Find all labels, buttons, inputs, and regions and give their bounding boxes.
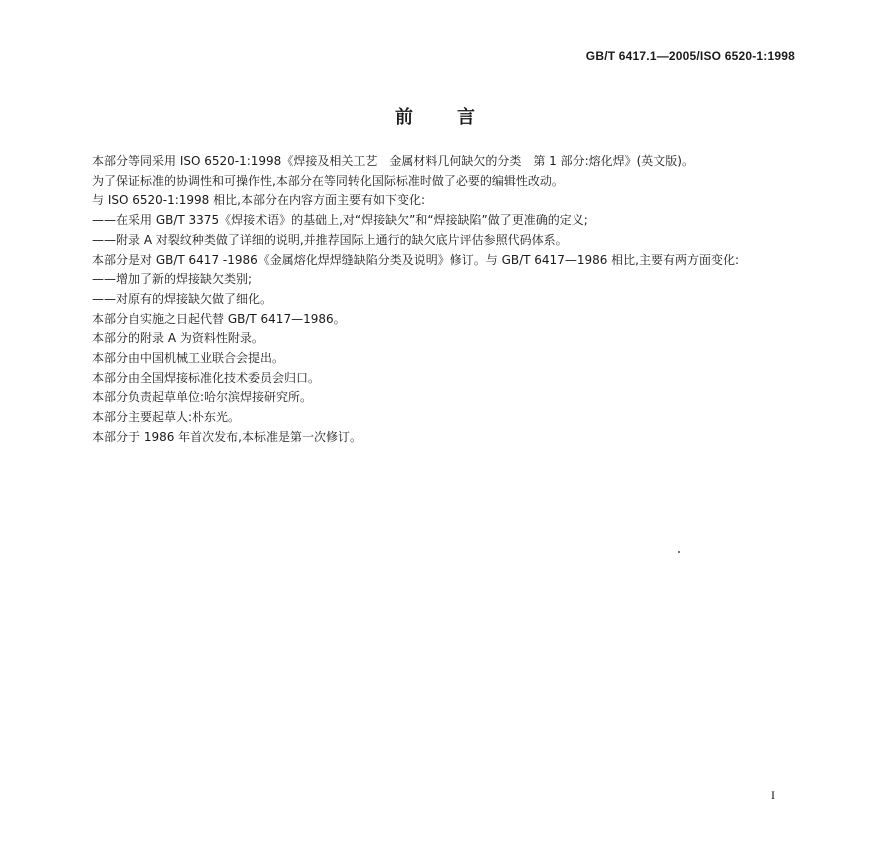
paragraph: 本部分负责起草单位:哈尔滨焊接研究所。 [92,390,313,405]
paragraph: 与 ISO 6520-1:1998 相比,本部分在内容方面主要有如下变化: [92,193,425,208]
page-title: 前言 [395,107,519,128]
paragraph: 本部分自实施之日起代替 GB/T 6417—1986。 [92,311,346,326]
paragraph: 本部分的附录 A 为资料性附录。 [92,331,264,346]
scan-speck [678,551,680,553]
list-item: ——在采用 GB/T 3375《焊接术语》的基础上,对“焊接缺欠”和“焊接缺陷”做了更准确的定义; [92,213,588,228]
preface-body [68,152,780,448]
paragraph: 本部分等同采用 ISO 6520-1:1998《焊接及相关工艺 金属材料几何缺欠的分类 第 1 部分:熔化焊》(英文版)。 [92,154,694,168]
page-number: I [771,788,775,802]
paragraph: 本部分是对 GB/T 6417 -1986《金属熔化焊焊缝缺陷分类及说明》修订。与 GB/T 6417—1986 相比,主要有两方面变化: [92,252,740,267]
paragraph: 本部分主要起草人:朴东光。 [92,410,241,425]
list-item: ——对原有的焊接缺欠做了细化。 [92,291,273,306]
paragraph: 本部分由全国焊接标准化技术委员会归口。 [92,370,321,385]
list-item: ——增加了新的焊接缺欠类别; [92,272,253,287]
paragraph: 本部分由中国机械工业联合会提出。 [92,351,285,366]
standard-number-header: GB/T 6417.1—2005/ISO 6520-1:1998 [585,49,795,63]
list-item: ——附录 A 对裂纹种类做了详细的说明,并推荐国际上通行的缺欠底片评估参照代码体系。 [92,232,568,247]
paragraph: 为了保证标准的协调性和可操作性,本部分在等同转化国际标准时做了必要的编辑性改动。 [92,173,564,188]
paragraph: 本部分于 1986 年首次发布,本标准是第一次修订。 [92,429,362,444]
